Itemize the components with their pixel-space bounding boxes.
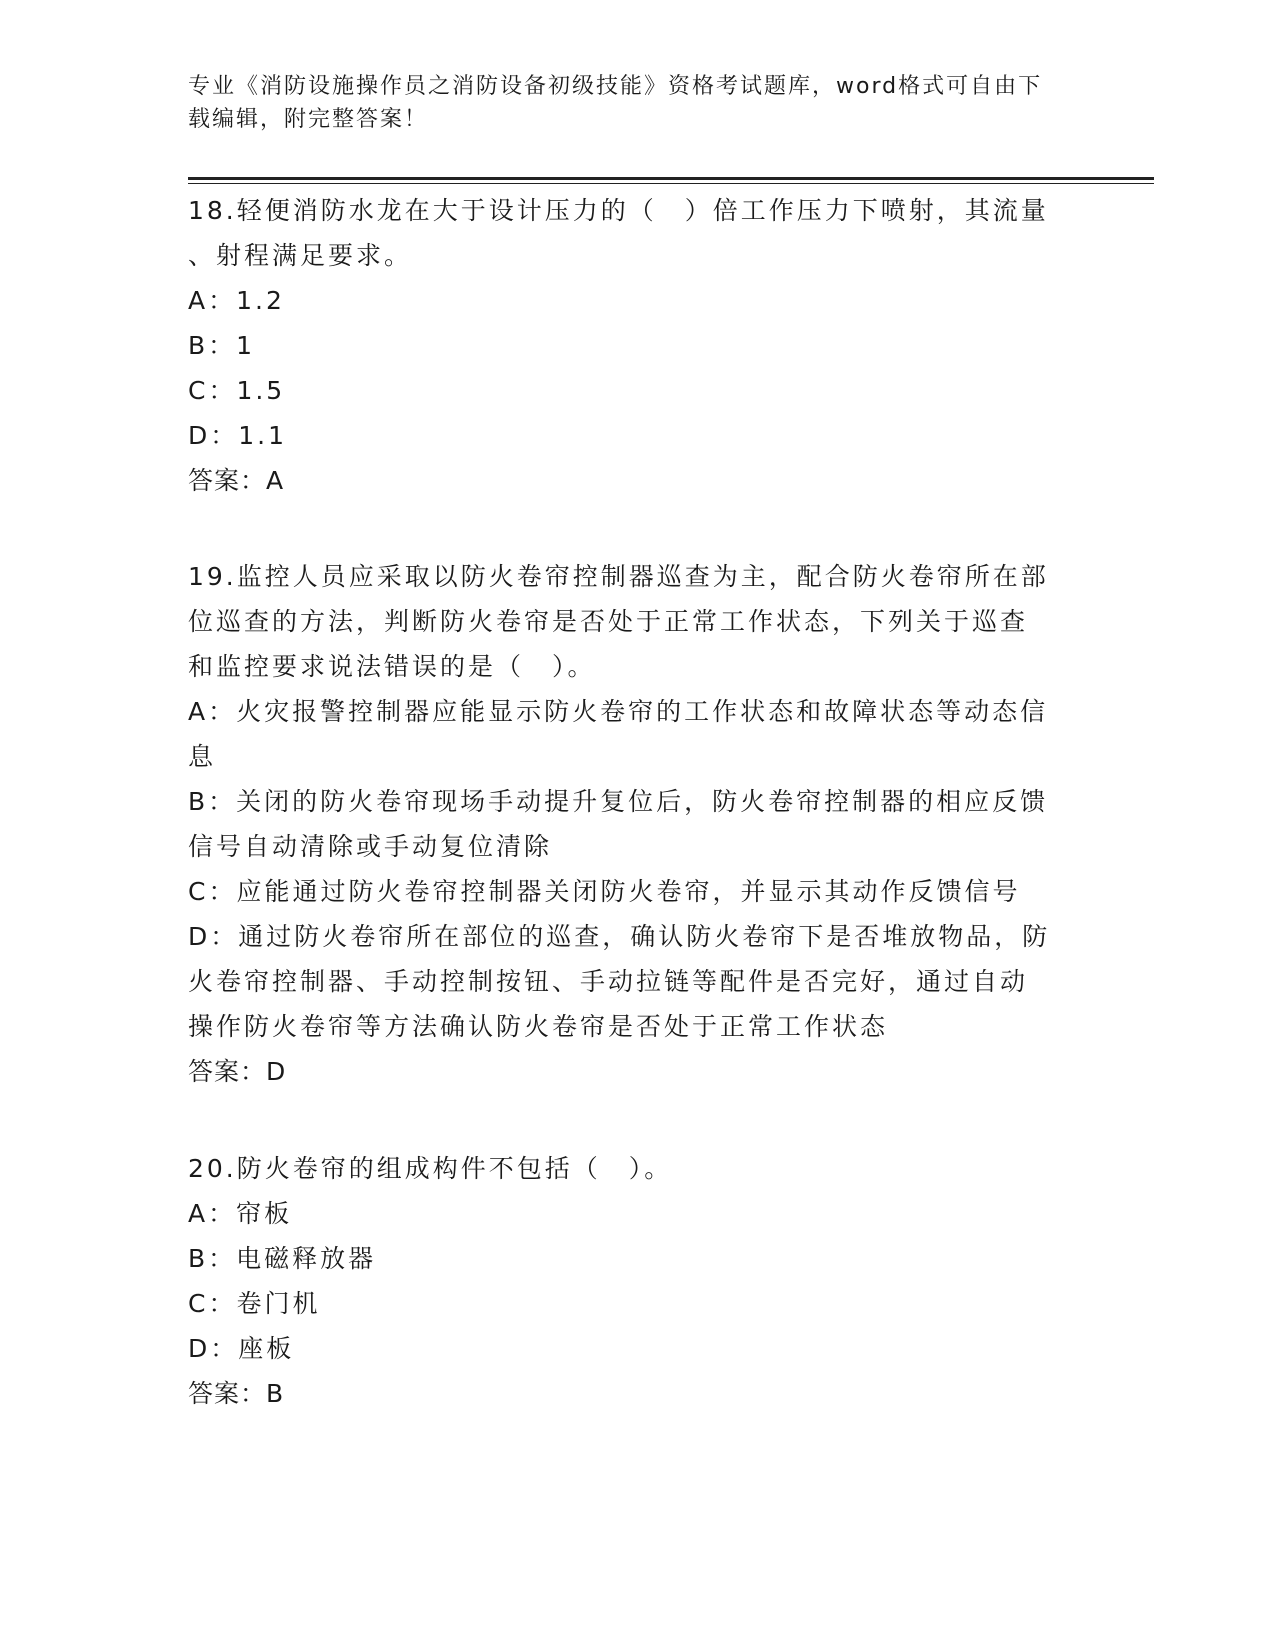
question-20 (188, 1146, 1088, 1416)
option-d: D：通过防火卷帘所在部位的巡查，确认防火卷帘下是否堆放物品，防 (188, 922, 1051, 951)
answer-line: 答案：B (188, 1379, 285, 1408)
header-divider-thin (188, 183, 1154, 184)
header-line-2: 载编辑，附完整答案！ (188, 107, 429, 132)
option-a: A：帘板 (188, 1199, 293, 1228)
option-d: D：座板 (188, 1334, 295, 1363)
header-divider-thick (188, 177, 1154, 180)
option-c: C：卷门机 (188, 1289, 321, 1318)
question-stem-line: 19.监控人员应采取以防火卷帘控制器巡查为主，配合防火卷帘所在部 (188, 562, 1049, 591)
option-b: B：1 (188, 331, 256, 360)
option-d-continued: 操作防火卷帘等方法确认防火卷帘是否处于正常工作状态 (188, 1012, 889, 1041)
option-b-continued: 信号自动清除或手动复位清除 (188, 832, 553, 861)
option-b: B：电磁释放器 (188, 1244, 377, 1273)
option-b: B：关闭的防火卷帘现场手动提升复位后，防火卷帘控制器的相应反馈 (188, 787, 1049, 816)
answer-line: 答案：A (188, 466, 285, 495)
option-c: C：1.5 (188, 376, 286, 405)
option-c: C：应能通过防火卷帘控制器关闭防火卷帘，并显示其动作反馈信号 (188, 877, 1021, 906)
answer-line: 答案：D (188, 1057, 287, 1086)
header-line-1: 专业《消防设施操作员之消防设备初级技能》资格考试题库，word格式可自由下 (188, 74, 1043, 99)
option-a: A：1.2 (188, 286, 285, 315)
option-d: D：1.1 (188, 421, 288, 450)
document-header (188, 70, 1068, 136)
question-stem-line: 20.防火卷帘的组成构件不包括（ ）。 (188, 1154, 673, 1183)
option-a: A：火灾报警控制器应能显示防火卷帘的工作状态和故障状态等动态信 (188, 697, 1049, 726)
question-stem-line: 、射程满足要求。 (188, 241, 413, 270)
option-a-continued: 息 (188, 742, 217, 771)
question-19 (188, 554, 1088, 1094)
question-stem-line: 位巡查的方法，判断防火卷帘是否处于正常工作状态，下列关于巡查 (188, 607, 1029, 636)
option-d-continued: 火卷帘控制器、手动控制按钮、手动拉链等配件是否完好，通过自动 (188, 967, 1029, 996)
question-stem-line: 18.轻便消防水龙在大于设计压力的（ ）倍工作压力下喷射，其流量 (188, 196, 1049, 225)
question-stem-line: 和监控要求说法错误的是（ ）。 (188, 652, 596, 681)
question-18 (188, 188, 1088, 503)
